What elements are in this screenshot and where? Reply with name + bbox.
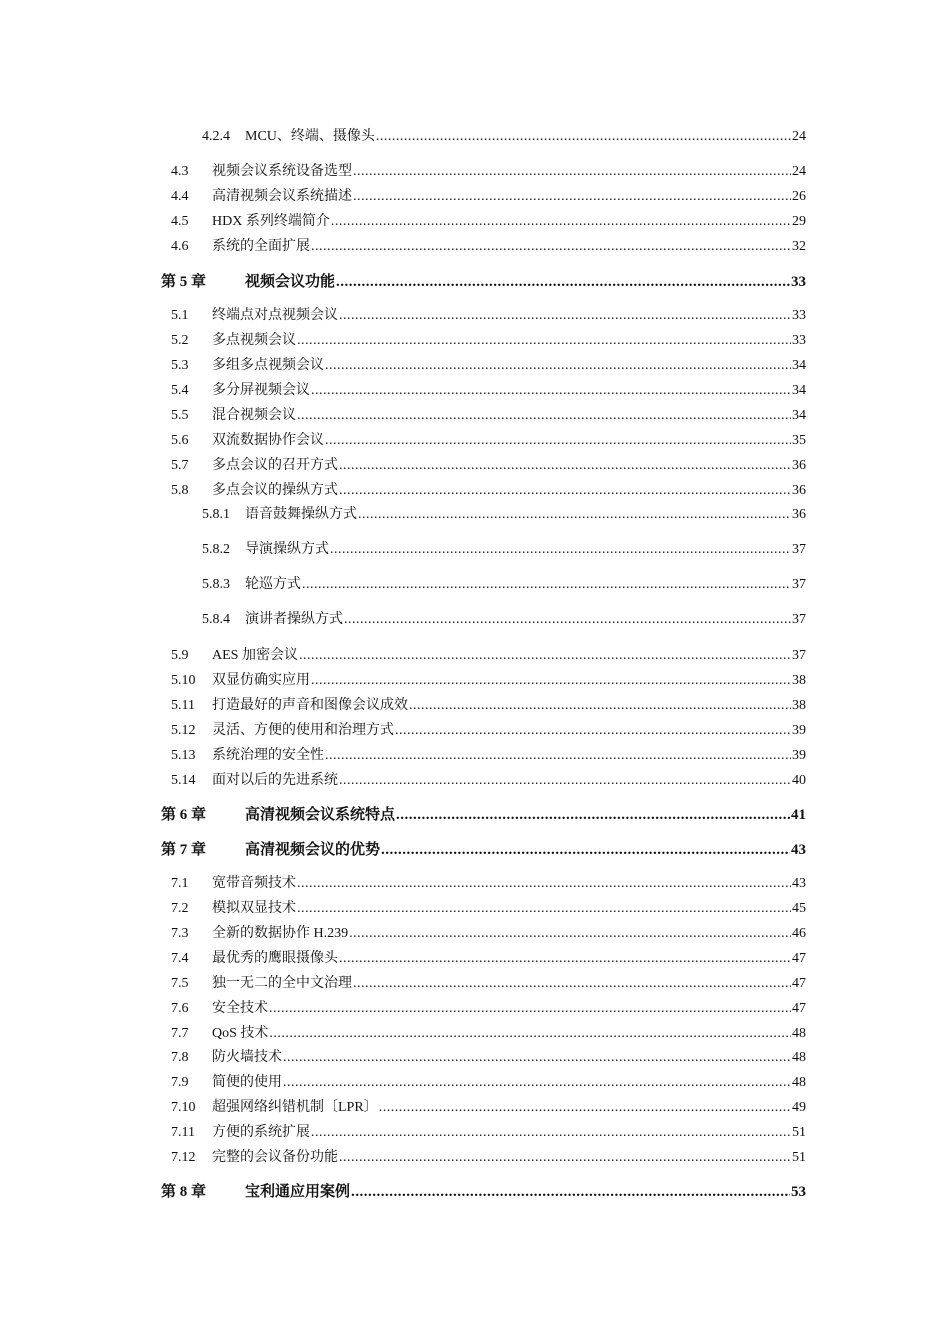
toc-section-entry[interactable] <box>171 695 806 717</box>
toc-entry-title: 防火墙技术 <box>212 1050 282 1065</box>
toc-entry-page-number: 36 <box>792 458 806 473</box>
toc-entry-number: 7.5 <box>171 976 189 991</box>
toc-entry-page-number: 33 <box>791 274 806 290</box>
toc-entry-title: 双显仿确实应用 <box>212 673 310 688</box>
toc-dot-leader <box>409 695 791 717</box>
toc-dot-leader <box>339 948 791 970</box>
toc-entry-number: 5.8.1 <box>202 507 230 522</box>
toc-entry-page-number: 43 <box>791 842 806 858</box>
toc-dot-leader <box>299 645 791 667</box>
toc-entry-number: 7.1 <box>171 876 189 891</box>
toc-dot-leader <box>349 923 791 945</box>
toc-dot-leader <box>336 271 790 293</box>
toc-entry-title: MCU、终端、摄像头 <box>245 129 375 144</box>
toc-entry-number: 5.14 <box>171 773 196 788</box>
toc-dot-leader <box>269 998 791 1020</box>
toc-entry-title: QoS 技术 <box>212 1026 269 1041</box>
toc-entry-number: 4.5 <box>171 214 189 229</box>
toc-section-entry[interactable] <box>171 236 806 258</box>
toc-entry-title: 高清视频会议系统特点 <box>245 807 396 823</box>
toc-entry-number: 第 6 章 <box>161 807 207 823</box>
toc-dot-leader <box>339 770 791 792</box>
toc-entry-title: 演讲者操纵方式 <box>245 612 343 627</box>
toc-dot-leader <box>353 161 791 183</box>
toc-chapter-entry[interactable] <box>161 804 806 826</box>
toc-entry-page-number: 35 <box>792 433 806 448</box>
toc-entry-page-number: 38 <box>792 673 806 688</box>
toc-chapter-entry[interactable] <box>161 271 806 293</box>
toc-entry-page-number: 33 <box>792 333 806 348</box>
toc-section-entry[interactable] <box>171 1047 806 1069</box>
toc-section-entry[interactable] <box>171 923 806 945</box>
toc-entry-number: 7.10 <box>171 1100 196 1115</box>
toc-entry-title: 混合视频会议 <box>212 408 296 423</box>
toc-entry-title: 全新的数据协作 H.239 <box>212 926 349 941</box>
toc-entry-title: 完整的会议备份功能 <box>212 1150 338 1165</box>
toc-entry-title: 灵活、方便的使用和治理方式 <box>212 723 394 738</box>
toc-entry-number: 7.3 <box>171 926 189 941</box>
toc-dot-leader <box>302 574 791 596</box>
toc-entry-page-number: 41 <box>791 807 806 823</box>
toc-dot-leader <box>395 720 791 742</box>
toc-entry-number: 7.12 <box>171 1150 196 1165</box>
toc-entry-title: 宝利通应用案例 <box>245 1184 351 1200</box>
toc-entry-number: 5.8.3 <box>202 577 230 592</box>
toc-dot-leader <box>297 405 791 427</box>
toc-entry-title: 多点会议的操纵方式 <box>212 483 338 498</box>
toc-entry-page-number: 40 <box>792 773 806 788</box>
toc-entry-number: 4.2.4 <box>202 129 230 144</box>
toc-entry-number: 7.2 <box>171 901 189 916</box>
toc-entry-number: 5.8 <box>171 483 189 498</box>
toc-chapter-entry[interactable] <box>161 1181 806 1203</box>
toc-section-entry[interactable] <box>171 355 806 377</box>
toc-dot-leader <box>379 1097 791 1119</box>
toc-entry-page-number: 26 <box>792 189 806 204</box>
toc-section-entry[interactable] <box>171 1097 806 1119</box>
toc-entry-page-number: 47 <box>792 951 806 966</box>
toc-entry-title: 安全技术 <box>212 1001 268 1016</box>
toc-entry-title: 方便的系统扩展 <box>212 1125 310 1140</box>
toc-section-entry[interactable] <box>171 745 806 767</box>
toc-entry-title: 面对以后的先进系统 <box>212 773 338 788</box>
toc-dot-leader <box>353 973 791 995</box>
toc-dot-leader <box>339 305 791 327</box>
toc-dot-leader <box>283 1047 791 1069</box>
toc-entry-title: 多点会议的召开方式 <box>212 458 338 473</box>
toc-entry-title: 高清视频会议的优势 <box>245 842 381 858</box>
toc-dot-leader <box>311 236 791 258</box>
toc-entry-page-number: 48 <box>792 1075 806 1090</box>
toc-entry-title: 打造最好的声音和图像会议成效 <box>212 698 408 713</box>
toc-entry-page-number: 32 <box>792 239 806 254</box>
toc-dot-leader <box>297 330 791 352</box>
toc-entry-page-number: 37 <box>792 648 806 663</box>
toc-subsection-entry[interactable] <box>202 504 806 526</box>
toc-dot-leader <box>311 380 791 402</box>
toc-entry-title: 轮巡方式 <box>245 577 301 592</box>
toc-dot-leader <box>283 1072 791 1094</box>
toc-entry-number: 5.12 <box>171 723 196 738</box>
toc-entry-number: 7.7 <box>171 1026 189 1041</box>
toc-entry-title: 多组多点视频会议 <box>212 358 324 373</box>
toc-section-entry[interactable] <box>171 405 806 427</box>
toc-entry-page-number: 37 <box>792 612 806 627</box>
toc-entry-title: 高清视频会议系统描述 <box>212 189 352 204</box>
toc-section-entry[interactable] <box>171 1023 806 1045</box>
toc-entry-page-number: 34 <box>792 358 806 373</box>
toc-entry-number: 5.9 <box>171 648 189 663</box>
toc-dot-leader <box>339 480 791 502</box>
toc-entry-title: 视频会议功能 <box>245 274 336 290</box>
toc-entry-page-number: 43 <box>792 876 806 891</box>
toc-dot-leader <box>331 211 791 233</box>
toc-entry-number: 5.4 <box>171 383 189 398</box>
toc-section-entry[interactable] <box>171 186 806 208</box>
toc-entry-title: 多点视频会议 <box>212 333 296 348</box>
toc-entry-title: 超强网络纠错机制〔LPR〕 <box>212 1100 378 1115</box>
toc-entry-title: 多分屏视频会议 <box>212 383 310 398</box>
toc-section-entry[interactable] <box>171 670 806 692</box>
toc-entry-number: 5.2 <box>171 333 189 348</box>
toc-entry-number: 第 8 章 <box>161 1184 207 1200</box>
toc-section-entry[interactable] <box>171 211 806 233</box>
toc-entry-page-number: 53 <box>791 1184 806 1200</box>
toc-entry-number: 7.4 <box>171 951 189 966</box>
toc-entry-number: 7.6 <box>171 1001 189 1016</box>
toc-entry-page-number: 45 <box>792 901 806 916</box>
toc-dot-leader <box>376 126 791 148</box>
toc-section-entry[interactable] <box>171 973 806 995</box>
toc-entry-page-number: 36 <box>792 507 806 522</box>
toc-chapter-entry[interactable] <box>161 839 806 861</box>
toc-entry-page-number: 48 <box>792 1050 806 1065</box>
toc-entry-number: 5.6 <box>171 433 189 448</box>
toc-entry-title: HDX 系列终端简介 <box>212 214 330 229</box>
toc-entry-page-number: 39 <box>792 748 806 763</box>
toc-entry-title: 系统的全面扩展 <box>212 239 310 254</box>
toc-dot-leader <box>325 430 791 452</box>
toc-dot-leader <box>325 355 791 377</box>
toc-entry-number: 7.8 <box>171 1050 189 1065</box>
toc-entry-page-number: 37 <box>792 542 806 557</box>
toc-entry-page-number: 24 <box>792 129 806 144</box>
toc-section-entry[interactable] <box>171 873 806 895</box>
toc-section-entry[interactable] <box>171 1147 806 1169</box>
toc-entry-title: 宽带音频技术 <box>212 876 296 891</box>
toc-dot-leader <box>339 1147 791 1169</box>
toc-section-entry[interactable] <box>171 948 806 970</box>
toc-dot-leader <box>381 839 790 861</box>
toc-section-entry[interactable] <box>171 430 806 452</box>
toc-entry-number: 第 5 章 <box>161 274 207 290</box>
toc-entry-number: 4.6 <box>171 239 189 254</box>
toc-section-entry[interactable] <box>171 1072 806 1094</box>
toc-entry-number: 5.3 <box>171 358 189 373</box>
toc-entry-number: 4.3 <box>171 164 189 179</box>
toc-section-entry[interactable] <box>171 998 806 1020</box>
toc-dot-leader <box>269 1023 791 1045</box>
toc-dot-leader <box>311 1122 791 1144</box>
toc-entry-number: 5.13 <box>171 748 196 763</box>
toc-entry-page-number: 51 <box>792 1125 806 1140</box>
toc-entry-page-number: 36 <box>792 483 806 498</box>
toc-entry-page-number: 39 <box>792 723 806 738</box>
toc-section-entry[interactable] <box>171 380 806 402</box>
toc-entry-title: 独一无二的全中文治理 <box>212 976 352 991</box>
toc-subsection-entry[interactable] <box>202 126 806 148</box>
toc-entry-page-number: 29 <box>792 214 806 229</box>
toc-entry-number: 4.4 <box>171 189 189 204</box>
toc-entry-number: 第 7 章 <box>161 842 207 858</box>
toc-entry-page-number: 49 <box>792 1100 806 1115</box>
toc-entry-page-number: 51 <box>792 1150 806 1165</box>
toc-dot-leader <box>344 609 791 631</box>
toc-entry-number: 5.8.4 <box>202 612 230 627</box>
toc-section-entry[interactable] <box>171 645 806 667</box>
toc-dot-leader <box>330 539 791 561</box>
toc-entry-page-number: 47 <box>792 976 806 991</box>
toc-entry-title: 最优秀的鹰眼摄像头 <box>212 951 338 966</box>
toc-section-entry[interactable] <box>171 161 806 183</box>
toc-entry-title: 导演操纵方式 <box>245 542 329 557</box>
toc-subsection-entry[interactable] <box>202 609 806 631</box>
toc-entry-number: 5.10 <box>171 673 196 688</box>
toc-entry-title: 双流数据协作会议 <box>212 433 324 448</box>
toc-dot-leader <box>325 745 791 767</box>
toc-entry-number: 7.9 <box>171 1075 189 1090</box>
toc-entry-page-number: 46 <box>792 926 806 941</box>
toc-entry-page-number: 34 <box>792 408 806 423</box>
toc-entry-page-number: 47 <box>792 1001 806 1016</box>
toc-dot-leader <box>353 186 791 208</box>
toc-entry-number: 5.11 <box>171 698 195 713</box>
toc-dot-leader <box>311 670 791 692</box>
toc-entry-number: 5.5 <box>171 408 189 423</box>
toc-entry-title: AES 加密会议 <box>212 648 298 663</box>
toc-dot-leader <box>396 804 790 826</box>
toc-dot-leader <box>339 455 791 477</box>
toc-entry-number: 7.11 <box>171 1125 195 1140</box>
toc-section-entry[interactable] <box>171 480 806 502</box>
toc-entry-number: 5.7 <box>171 458 189 473</box>
toc-entry-page-number: 38 <box>792 698 806 713</box>
toc-entry-title: 视频会议系统设备选型 <box>212 164 352 179</box>
toc-entry-title: 模拟双显技术 <box>212 901 296 916</box>
toc-dot-leader <box>351 1181 790 1203</box>
toc-section-entry[interactable] <box>171 330 806 352</box>
toc-section-entry[interactable] <box>171 1122 806 1144</box>
toc-entry-page-number: 48 <box>792 1026 806 1041</box>
toc-dot-leader <box>297 873 791 895</box>
toc-entry-page-number: 24 <box>792 164 806 179</box>
toc-entry-title: 系统治理的安全性 <box>212 748 324 763</box>
toc-dot-leader <box>297 898 791 920</box>
toc-entry-number: 5.8.2 <box>202 542 230 557</box>
toc-section-entry[interactable] <box>171 455 806 477</box>
toc-section-entry[interactable] <box>171 898 806 920</box>
toc-section-entry[interactable] <box>171 720 806 742</box>
toc-subsection-entry[interactable] <box>202 574 806 596</box>
toc-entry-title: 简便的使用 <box>212 1075 282 1090</box>
toc-entry-page-number: 33 <box>792 308 806 323</box>
toc-entry-title: 语音鼓舞操纵方式 <box>245 507 357 522</box>
toc-entry-number: 5.1 <box>171 308 189 323</box>
toc-subsection-entry[interactable] <box>202 539 806 561</box>
toc-section-entry[interactable] <box>171 305 806 327</box>
toc-dot-leader <box>358 504 791 526</box>
toc-section-entry[interactable] <box>171 770 806 792</box>
toc-entry-page-number: 37 <box>792 577 806 592</box>
toc-entry-title: 终端点对点视频会议 <box>212 308 338 323</box>
toc-entry-page-number: 34 <box>792 383 806 398</box>
